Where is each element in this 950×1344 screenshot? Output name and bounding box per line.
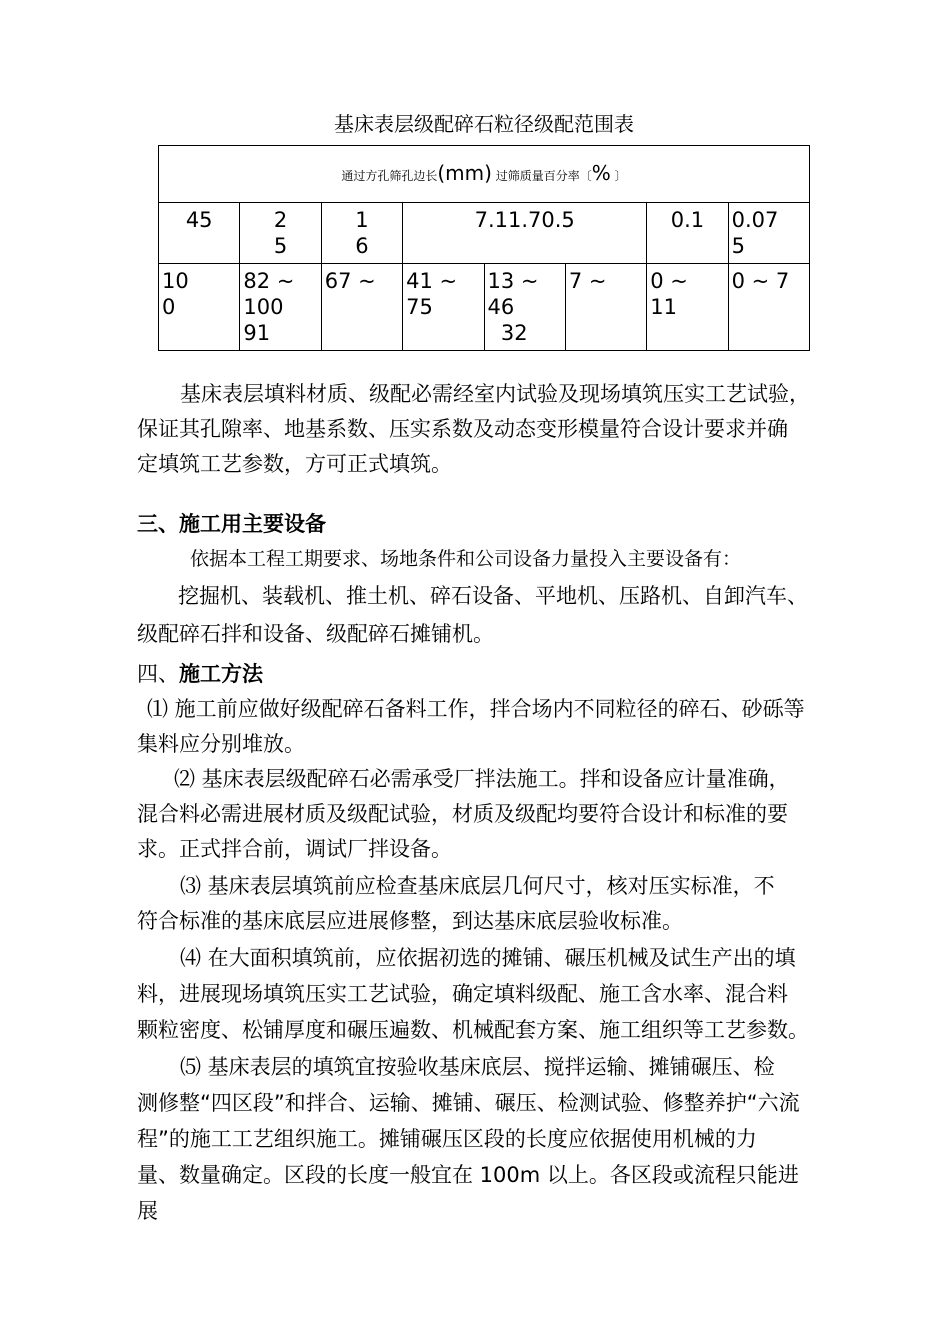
item-line: 程”的施工工艺组织施工。摊铺碾压区段的长度应依据使用机械的力: [137, 1127, 757, 1151]
item-line: ⑷ 在大面积填筑前，应依据初选的摊铺、碾压机械及试生产出的填: [180, 946, 796, 970]
table-header-row: [159, 146, 810, 203]
pass-7-1: 41 ~ 75: [403, 264, 484, 351]
pass-0-1: 0 ~ 11: [647, 264, 728, 351]
item-line: ⑵ 基床表层级配碎石必需承受厂拌法施工。拌和设备应计量准确，: [174, 767, 790, 791]
paragraph-line: 依据本工程工期要求、场地条件和公司设备力量投入主要设备有：: [190, 548, 742, 570]
header-bracket: 〕: [614, 168, 627, 183]
grading-table: [158, 145, 810, 351]
item-line: 量、数量确定。区段的长度一般宜在 100m 以上。各区段或流程只能进: [137, 1163, 799, 1187]
item-line: 展: [137, 1199, 158, 1223]
sieve-0-075: 0.07 5: [728, 203, 809, 264]
sieve-0-1: 0.1: [647, 203, 728, 264]
header-percent: %: [591, 160, 611, 185]
pass-0-5: 7 ~: [565, 264, 646, 351]
item-line: 符合标准的基床底层应进展修整，到达基床底层验收标准。: [137, 909, 683, 933]
item-line: ⑴ 施工前应做好级配碎石备料工作，拌合场内不同粒径的碎石、砂砾等: [147, 697, 805, 721]
section-heading-3: 三、施工用主要设备: [137, 512, 326, 536]
item-line: 料，进展现场填筑压实工艺试验，确定填料级配、施工含水率、混合料: [137, 982, 788, 1006]
item-line: ⑶ 基床表层填筑前应检查基床底层几何尺寸，核对压实标准，不: [180, 874, 775, 898]
table-header: [159, 146, 810, 203]
paragraph-line: 基床表层填料材质、级配必需经室内试验及现场填筑压实工艺试验，: [180, 382, 810, 406]
section-heading-4: [0, 657, 950, 692]
item-line: 测修整“四区段”和拌合、运输、摊铺、碾压、检测试验、修整养护“六流: [137, 1091, 800, 1115]
document-page: [0, 111, 950, 1229]
pass-0-075: 0 ~ 7: [728, 264, 809, 351]
header-unit: (mm): [437, 160, 492, 185]
paragraph-line: 级配碎石拌和设备、级配碎石摊铺机。: [137, 622, 494, 646]
pass-16: 67 ~: [321, 264, 402, 351]
sieve-size-row: [159, 203, 810, 264]
header-text: 通过方孔筛孔边长: [341, 168, 438, 183]
sieve-merged: 7.11.70.5: [403, 203, 647, 264]
pass-rate-row: [159, 264, 810, 351]
sieve-45: 45: [159, 203, 240, 264]
pass-45: 10 0: [159, 264, 240, 351]
paragraph-line: 挖掘机、装载机、推土机、碎石设备、平地机、压路机、自卸汽车、: [178, 584, 808, 608]
item-line: 颗粒密度、松铺厚度和碾压遍数、机械配套方案、施工组织等工艺参数。: [137, 1018, 809, 1042]
header-text-2: 过筛质量百分率〔: [495, 168, 592, 183]
item-line: ⑸ 基床表层的填筑宜按验收基床底层、搅拌运输、摊铺碾压、检: [180, 1055, 775, 1079]
pass-1-7: 13 ~ 46 32: [484, 264, 565, 351]
heading-text: 施工方法: [179, 662, 263, 686]
table-title: 基床表层级配碎石粒径级配范围表: [334, 112, 634, 136]
heading-number: 四、: [137, 662, 179, 686]
sieve-16: 1 6: [321, 203, 402, 264]
paragraph-line: 保证其孔隙率、地基系数、压实系数及动态变形模量符合设计要求并确: [137, 417, 788, 441]
paragraph-line: 定填筑工艺参数，方可正式填筑。: [137, 452, 452, 476]
item-line: 集料应分别堆放。: [137, 732, 305, 756]
pass-25: 82 ~ 100 91: [240, 264, 321, 351]
sieve-25: 2 5: [240, 203, 321, 264]
item-line: 求。正式拌合前，调试厂拌设备。: [137, 837, 452, 861]
item-line: 混合料必需进展材质及级配试验，材质及级配均要符合设计和标准的要: [137, 802, 788, 826]
